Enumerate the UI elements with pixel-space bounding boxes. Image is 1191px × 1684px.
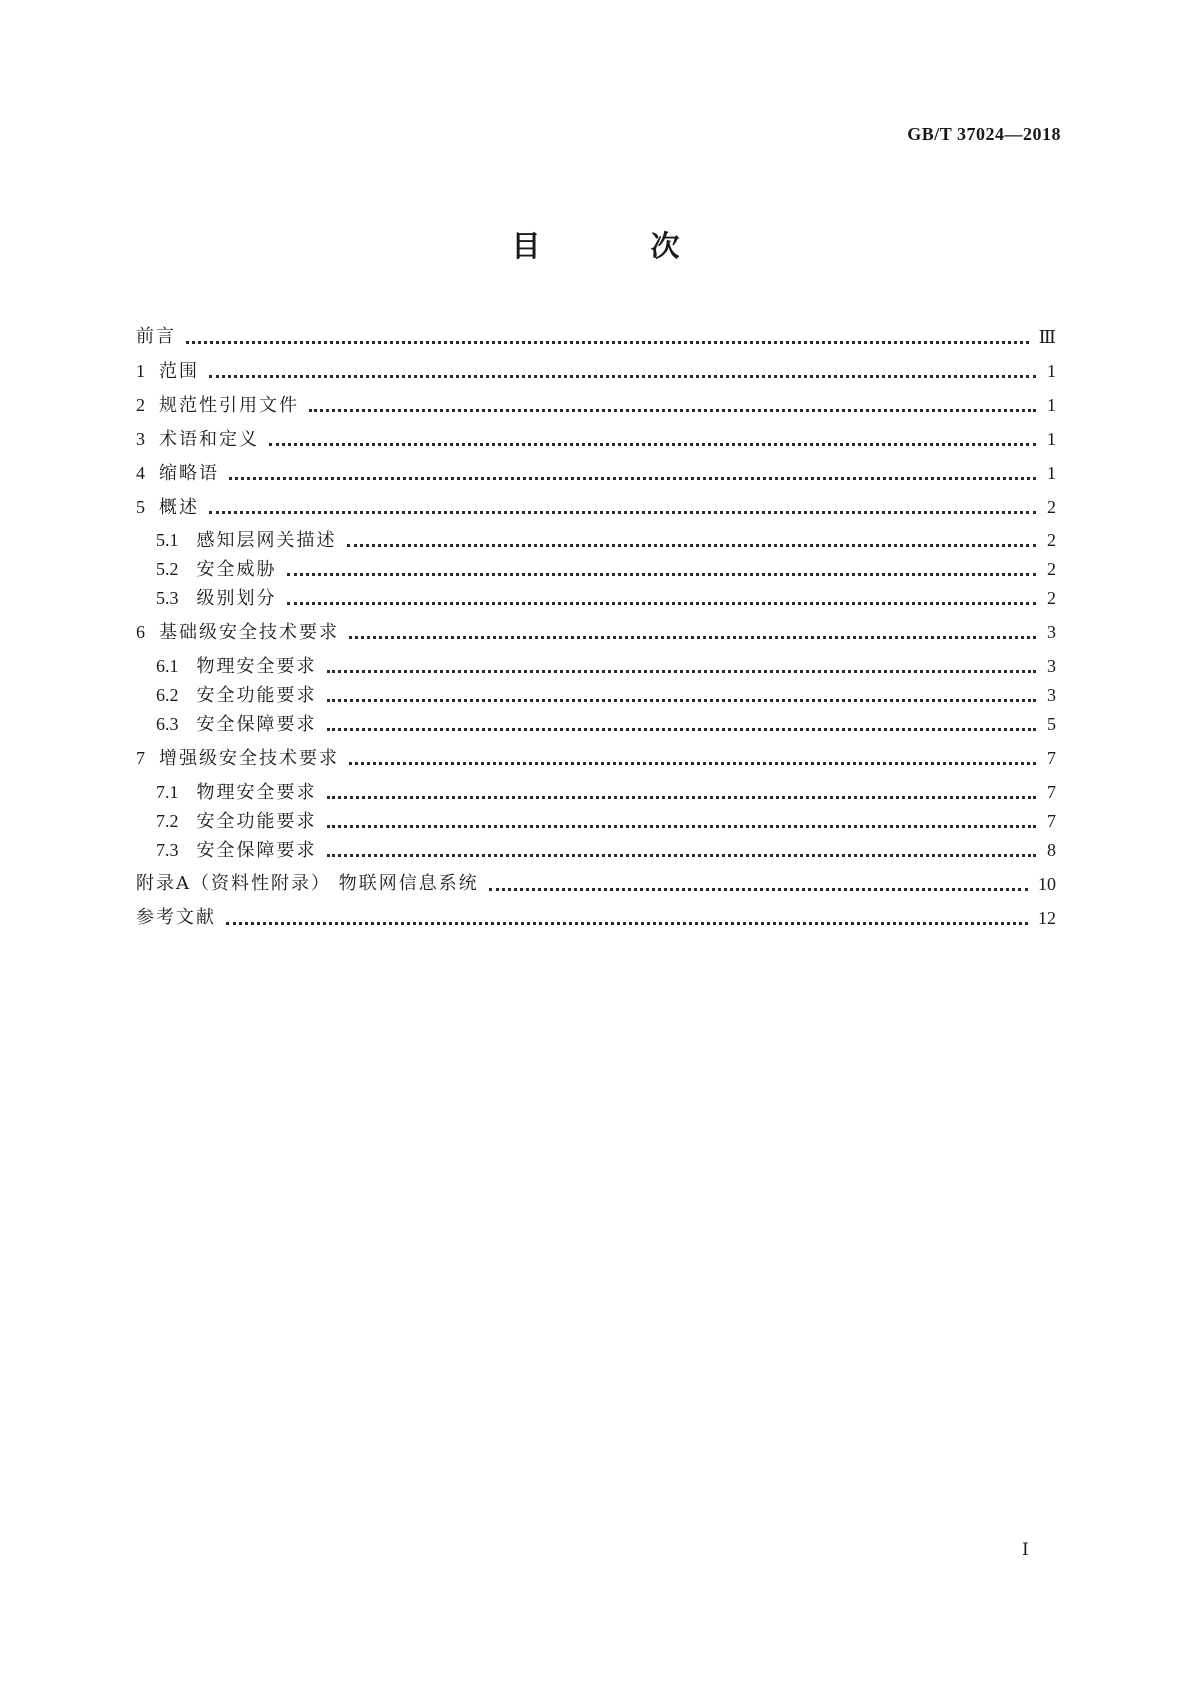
- toc-entry-text: 安全功能要求: [196, 684, 317, 706]
- toc-page-number: 1: [1047, 463, 1056, 483]
- toc-entry-text: 规范性引用文件: [159, 394, 299, 416]
- toc-entry-number: 7.2: [156, 810, 179, 831]
- toc-entry-text: 物理安全要求: [196, 655, 317, 677]
- toc-leader-dots: [327, 666, 1037, 673]
- toc-entry-7-2[interactable]: [136, 808, 1056, 834]
- toc-entry-number: 7.1: [156, 781, 179, 802]
- toc-page-number: 2: [1047, 559, 1056, 579]
- toc-entry-number: 5: [136, 496, 145, 517]
- toc-entry-text: 安全保障要求: [196, 713, 317, 735]
- toc-page-number: 3: [1047, 685, 1056, 705]
- toc-page-number: 3: [1047, 656, 1056, 676]
- toc-leader-dots: [327, 792, 1037, 799]
- toc-entry-4[interactable]: [136, 460, 1056, 486]
- toc-entry-number: 6.2: [156, 684, 179, 705]
- toc-entry-7-1[interactable]: [136, 779, 1056, 805]
- toc-entry-5-3[interactable]: [136, 585, 1056, 611]
- toc-entry-6-3[interactable]: [136, 711, 1056, 737]
- toc-leader-dots: [347, 540, 1037, 547]
- toc-entry-number: 5.3: [156, 587, 179, 608]
- toc-entry-text: 安全保障要求: [196, 839, 317, 861]
- toc-leader-dots: [269, 439, 1036, 446]
- toc-entry-number: 7: [136, 747, 145, 768]
- toc-entry-text: 增强级安全技术要求: [159, 747, 339, 769]
- toc-leader-dots: [327, 695, 1037, 702]
- toc-entry-text: 基础级安全技术要求: [159, 621, 339, 643]
- toc-entry-text: 概述: [159, 496, 199, 518]
- toc-entry-7-3[interactable]: [136, 837, 1056, 863]
- toc-entry-text: 附录A（资料性附录） 物联网信息系统: [136, 873, 479, 894]
- toc-entry-3[interactable]: [136, 426, 1056, 452]
- toc-leader-dots: [287, 569, 1037, 576]
- toc-entry-text: 安全威胁: [196, 558, 277, 580]
- toc-page-number: 2: [1047, 588, 1056, 608]
- toc-entry-text: 感知层网关描述: [196, 529, 337, 551]
- toc-entry-number: 5.2: [156, 558, 179, 579]
- toc-entry-7[interactable]: [136, 745, 1056, 771]
- toc-entry-5-1[interactable]: [136, 527, 1056, 553]
- toc-leader-dots: [327, 724, 1037, 731]
- toc-leader-dots: [186, 337, 1029, 344]
- toc-page-number: 1: [1047, 395, 1056, 415]
- toc-entry-text: 安全功能要求: [196, 810, 317, 832]
- toc-leader-dots: [327, 850, 1037, 857]
- toc-entry-number: 3: [136, 428, 145, 449]
- page-title: 目 次: [511, 229, 730, 263]
- toc-leader-dots: [229, 473, 1036, 480]
- toc-leader-dots: [349, 758, 1036, 765]
- toc-page-number: 2: [1047, 530, 1056, 550]
- toc-leader-dots: [287, 598, 1037, 605]
- toc-leader-dots: [349, 632, 1036, 639]
- toc-page-number: 1: [1047, 361, 1056, 381]
- toc-entry-text: 缩略语: [159, 462, 219, 484]
- toc-page-number: 12: [1038, 908, 1056, 928]
- toc-page-number: 8: [1047, 840, 1056, 860]
- toc-entry-number: 7.3: [156, 839, 179, 860]
- toc-page-number: 3: [1047, 622, 1056, 642]
- toc-entry-number: 4: [136, 462, 145, 483]
- toc-entry-references[interactable]: [136, 905, 1056, 931]
- toc-entry-6-1[interactable]: [136, 653, 1056, 679]
- toc-leader-dots: [327, 821, 1037, 828]
- toc-entry-6[interactable]: [136, 619, 1056, 645]
- toc-entry-1[interactable]: [136, 358, 1056, 384]
- toc-entry-6-2[interactable]: [136, 682, 1056, 708]
- toc-page-number: 7: [1047, 782, 1056, 802]
- toc-entry-5-2[interactable]: [136, 556, 1056, 582]
- toc-entry-text: 物理安全要求: [196, 781, 317, 803]
- page-number: Ⅰ: [1022, 1540, 1029, 1559]
- toc-leader-dots: [309, 405, 1036, 412]
- toc-entry-text: 范围: [159, 360, 199, 382]
- toc-page-number: 7: [1047, 748, 1056, 768]
- toc-page-number: 1: [1047, 429, 1056, 449]
- toc-entry-number: 2: [136, 394, 145, 415]
- toc-entry-text: 术语和定义: [159, 428, 259, 450]
- toc-leader-dots: [209, 507, 1036, 514]
- toc-page-number: Ⅲ: [1038, 327, 1056, 347]
- toc-entry-2[interactable]: [136, 392, 1056, 418]
- toc-entry-number: 6.3: [156, 713, 179, 734]
- standard-code: GB/T 37024—2018: [907, 124, 1061, 144]
- toc-entry-foreword[interactable]: [136, 324, 1056, 350]
- toc-entry-number: 6.1: [156, 655, 179, 676]
- toc-entry-text: 前言: [136, 326, 176, 347]
- toc-page-number: 10: [1038, 874, 1056, 894]
- toc-entry-number: 6: [136, 621, 145, 642]
- toc-leader-dots: [489, 884, 1028, 891]
- toc-entry-5[interactable]: [136, 494, 1056, 520]
- toc-entry-number: 1: [136, 360, 145, 381]
- toc-page-number: 7: [1047, 811, 1056, 831]
- toc-entry-appendix-a[interactable]: [136, 871, 1056, 897]
- toc-leader-dots: [209, 371, 1036, 378]
- toc-page-number: 2: [1047, 497, 1056, 517]
- toc-entry-text: 参考文献: [136, 907, 216, 928]
- toc-leader-dots: [226, 918, 1028, 925]
- toc-entry-number: 5.1: [156, 529, 179, 550]
- toc-page-number: 5: [1047, 714, 1056, 734]
- toc-entry-text: 级别划分: [196, 587, 277, 609]
